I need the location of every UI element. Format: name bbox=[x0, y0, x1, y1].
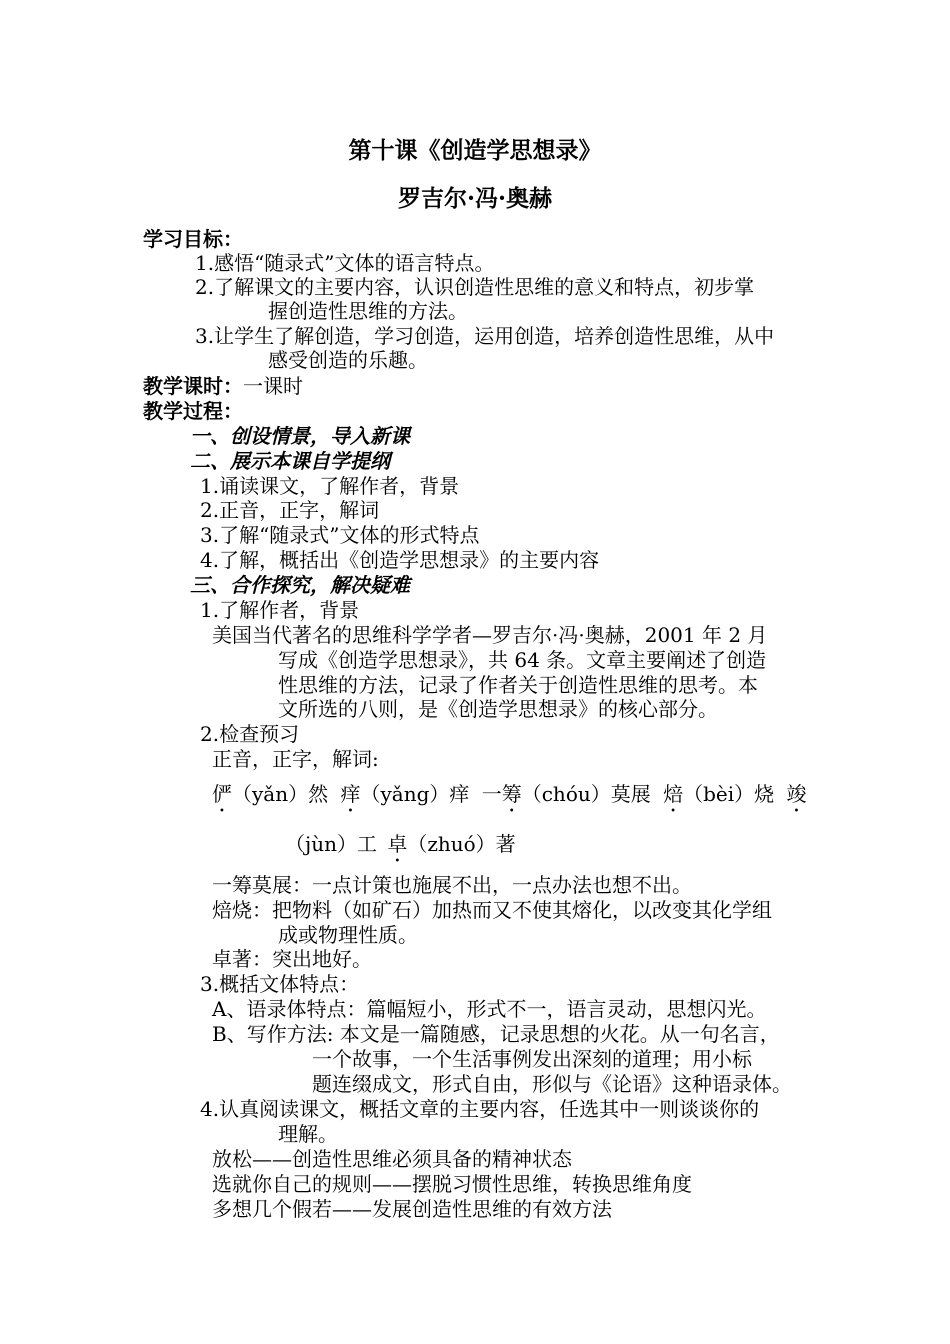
pinyin-entry-chou bbox=[482, 782, 651, 806]
section-2-heading: 二、展示本课自学提纲 bbox=[190, 449, 390, 473]
author-background-line1: 美国当代著名的思维科学学者—罗吉尔·冯·奥赫，2001 年 2 月 bbox=[212, 623, 768, 647]
pinyin-char-jun: 竣 bbox=[786, 782, 807, 806]
style-feature-b-line3: 题连缀成文，形式自由，形似与《论语》这种语录体。 bbox=[312, 1072, 792, 1096]
author-background-line3: 性思维的方法，记录了作者关于创造性思维的思考。本 bbox=[278, 673, 758, 697]
summary-point-2: 选就你自己的规则——摆脱习惯性思维，转换思维角度 bbox=[212, 1172, 692, 1196]
teaching-hours-label: 教学课时： bbox=[143, 374, 243, 398]
pinyin-text-bei: （bèi）烧 bbox=[683, 782, 775, 806]
pinyin-entry-yan bbox=[212, 782, 328, 806]
summary-point-3: 多想几个假若——发展创造性思维的有效方法 bbox=[212, 1197, 612, 1221]
section-2-item-4: 4.了解，概括出《创造学思想录》的主要内容 bbox=[200, 548, 600, 572]
pinyin-char-chou: 筹 bbox=[501, 782, 522, 806]
objectives-heading: 学习目标： bbox=[143, 227, 243, 251]
section-3-item-3: 3.概括文体特点： bbox=[200, 972, 360, 996]
pinyin-char-yang: 痒 bbox=[340, 782, 361, 806]
objective-2-line1: 2.了解课文的主要内容，认识创造性思维的意义和特点，初步掌 bbox=[195, 275, 755, 299]
style-feature-a: A、语录体特点：篇幅短小，形式不一，语言灵动，思想闪光。 bbox=[212, 997, 767, 1021]
pinyin-text-zhuo: （zhuó）著 bbox=[407, 832, 516, 856]
objective-3-line2: 感受创造的乐趣。 bbox=[268, 348, 428, 372]
pinyin-char-bei: 焙 bbox=[663, 782, 684, 806]
pinyin-pre-chou: 一 bbox=[481, 782, 502, 806]
section-3-item-1: 1.了解作者，背景 bbox=[200, 598, 360, 622]
pinyin-text-chou: （chóu）莫展 bbox=[521, 782, 651, 806]
pinyin-char-yan: 俨 bbox=[212, 782, 232, 806]
pinyin-text-yan: （yǎn）然 bbox=[232, 782, 329, 806]
pinyin-row-1 bbox=[212, 782, 807, 817]
objective-1: 1.感悟“随录式”文体的语言特点。 bbox=[195, 251, 495, 275]
style-feature-b-line1: B、写作方法: 本文是一篇随感，记录思想的火花。从一句名言， bbox=[212, 1022, 780, 1046]
teaching-hours bbox=[143, 374, 303, 398]
objective-3-line1: 3.让学生了解创造，学习创造，运用创造，培养创造性思维，从中 bbox=[195, 324, 775, 348]
pinyin-entry-bei bbox=[663, 782, 774, 806]
definition-3: 卓著：突出地好。 bbox=[212, 947, 372, 971]
pinyin-char-zhuo: 卓 bbox=[387, 832, 408, 856]
pinyin-text-yang: （yǎng）痒 bbox=[360, 782, 470, 806]
section-3-item-4-line2: 理解。 bbox=[278, 1122, 338, 1146]
style-feature-b-line2: 一个故事，一个生活事例发出深刻的道理；用小标 bbox=[312, 1047, 752, 1071]
summary-point-1: 放松——创造性思维必须具备的精神状态 bbox=[212, 1147, 572, 1171]
pinyin-entry-jun bbox=[787, 782, 807, 806]
section-3-heading: 三、合作探究，解决疑难 bbox=[190, 573, 410, 597]
pinyin-row-2 bbox=[285, 832, 516, 867]
section-1-heading: 一、创设情景，导入新课 bbox=[190, 424, 410, 448]
author-background-line4: 文所选的八则，是《创造学思想录》的核心部分。 bbox=[278, 697, 718, 721]
definition-2-line2: 成或物理性质。 bbox=[278, 923, 418, 947]
section-3-item-2: 2.检查预习 bbox=[200, 722, 300, 746]
objective-2-line2: 握创造性思维的方法。 bbox=[268, 299, 468, 323]
pinyin-entry-yang bbox=[340, 782, 469, 806]
section-2-item-1: 1.诵读课文，了解作者，背景 bbox=[200, 474, 460, 498]
section-3-item-2-sub: 正音，正字，解词: bbox=[212, 747, 379, 771]
teaching-hours-value: 一课时 bbox=[243, 374, 303, 398]
pinyin-text-jun: （jùn）工 bbox=[285, 832, 377, 856]
section-2-item-3: 3.了解“随录式”文体的形式特点 bbox=[200, 523, 480, 547]
section-3-item-4-line1: 4.认真阅读课文，概括文章的主要内容，任选其中一则谈谈你的 bbox=[200, 1097, 760, 1121]
definition-2-line1: 焙烧：把物料（如矿石）加热而又不使其熔化，以改变其化学组 bbox=[212, 898, 772, 922]
author-name: 罗吉尔·冯·奥赫 bbox=[397, 185, 552, 212]
section-2-item-2: 2.正音，正字，解词 bbox=[200, 498, 380, 522]
definition-1: 一筹莫展：一点计策也施展不出，一点办法也想不出。 bbox=[212, 873, 692, 897]
author-background-line2: 写成《创造学思想录》，共 64 条。文章主要阐述了创造 bbox=[278, 648, 767, 672]
document-title: 第十课《创造学思想录》 bbox=[348, 137, 602, 164]
process-heading: 教学过程： bbox=[143, 399, 243, 423]
